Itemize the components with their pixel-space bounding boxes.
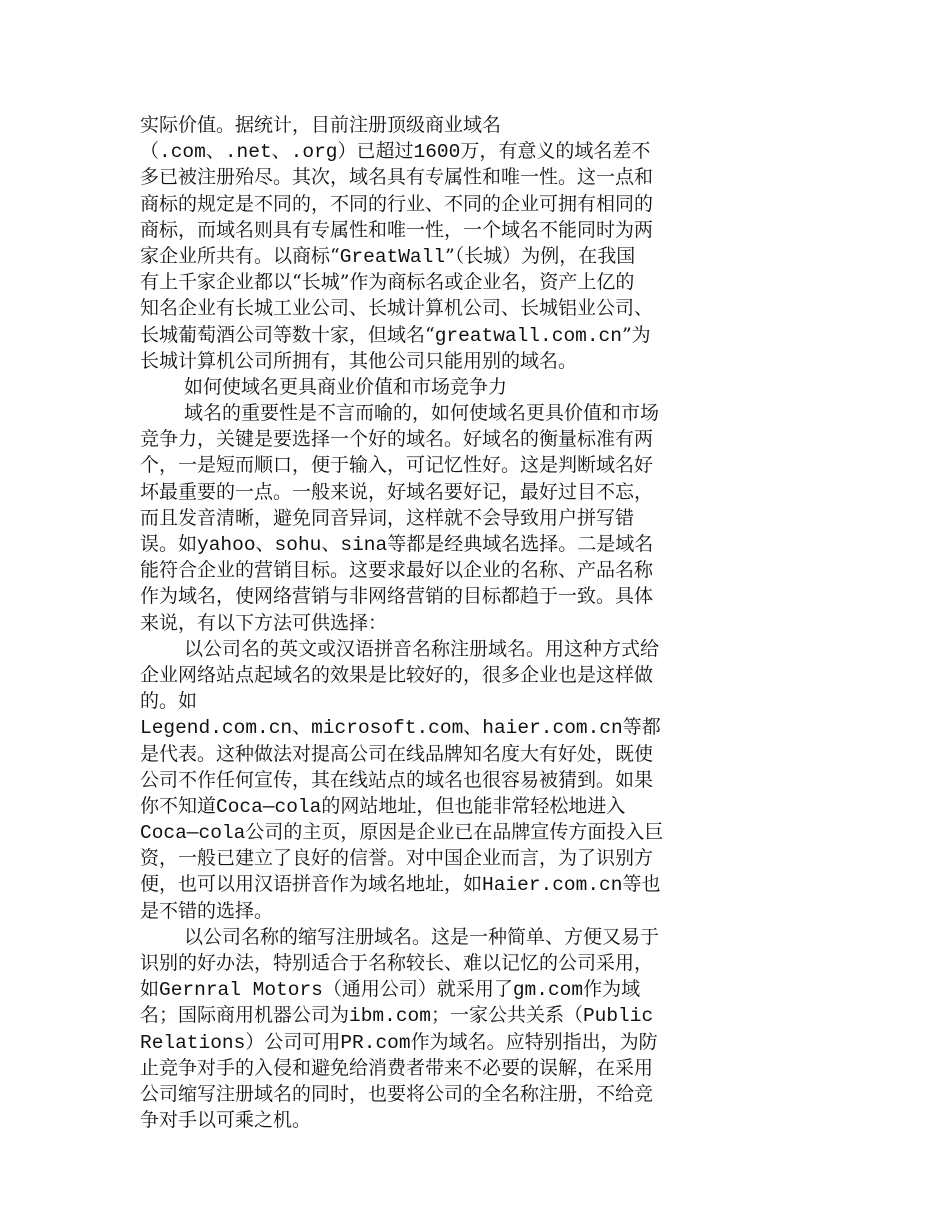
text-fragment: 公司的主页，原因是企业已在品牌宣传方面投入巨 <box>245 821 664 844</box>
text-fragment: gm.com <box>512 979 584 1002</box>
text-line <box>140 1081 740 1107</box>
text-line <box>140 217 740 243</box>
text-fragment: 实际价值。据统计，目前注册顶级商业域名 <box>140 114 502 136</box>
text-fragment: 等都 <box>622 716 661 739</box>
document-body <box>140 112 740 1133</box>
text-line <box>140 976 740 1002</box>
text-fragment: haier.com.cn <box>482 717 623 740</box>
text-line <box>140 374 740 400</box>
text-line <box>140 714 740 740</box>
text-line <box>140 636 740 662</box>
text-line <box>140 138 740 164</box>
text-fragment: 有上千家企业都以“长城”作为商标名或企业名，资产上亿的 <box>140 271 635 294</box>
text-fragment: 以公司名的英文或汉语拼音名称注册域名。用这种方式给 <box>184 637 660 660</box>
text-line <box>140 479 740 505</box>
text-line <box>140 610 740 636</box>
text-fragment: 来说，有以下方法可供选择： <box>140 611 388 634</box>
text-fragment: 是代表。这种做法对提高公司在线品牌知名度大有好处，既使 <box>140 742 654 765</box>
text-fragment: 长城计算机公司所拥有，其他公司只能用别的域名。 <box>140 349 578 372</box>
text-fragment: 能符合企业的营销目标。这要求最好以企业的名称、产品名称 <box>140 559 654 582</box>
text-fragment: 便，也可以用汉语拼音作为域名地址，如 <box>140 873 483 896</box>
text-fragment: Haier.com.cn <box>482 874 623 897</box>
text-line <box>140 793 740 819</box>
text-line <box>140 295 740 321</box>
text-line <box>140 322 740 348</box>
text-fragment: 域名的重要性是不言而喻的，如何使域名更具价值和市场 <box>184 402 660 425</box>
text-fragment: 万，有意义的域名差不 <box>460 140 651 163</box>
document-page <box>140 112 740 1133</box>
text-fragment: Coca—cola <box>140 822 246 845</box>
text-line <box>140 662 740 688</box>
text-line <box>140 583 740 609</box>
text-fragment: .net <box>224 141 272 164</box>
text-fragment: 家企业所共有。以商标“ <box>140 244 340 267</box>
text-fragment: ）已超过 <box>337 140 414 163</box>
text-fragment: 识别的好办法，特别适合于名称较长、难以记忆的公司采用， <box>140 952 654 974</box>
text-fragment: Gernral Motors <box>159 979 323 1002</box>
text-fragment: ”为 <box>621 323 651 346</box>
text-fragment: 1600 <box>413 141 461 164</box>
text-fragment: 你不知道 <box>140 794 217 817</box>
text-fragment: 、 <box>205 140 225 163</box>
text-line <box>140 950 740 976</box>
text-line <box>140 269 740 295</box>
text-line <box>140 688 740 714</box>
text-fragment: 而且发音清晰，避免同音异词，这样就不会导致用户拼写错 <box>140 506 635 529</box>
text-fragment: greatwall.com.cn <box>434 324 622 347</box>
text-fragment: GreatWall <box>339 245 446 268</box>
text-fragment: 企业网络站点起域名的效果是比较好的，很多企业也是这样做 <box>140 663 654 686</box>
text-fragment: ）公司可用 <box>245 1030 341 1053</box>
text-fragment: 等都是经典域名选择。二是域名 <box>387 533 654 555</box>
text-line <box>140 845 740 871</box>
text-fragment: yahoo <box>197 534 256 556</box>
text-line <box>140 898 740 924</box>
text-fragment: 商标，而域名则具有专属性和唯一性，一个域名不能同时为两 <box>140 218 654 241</box>
text-fragment: 、 <box>255 533 275 555</box>
text-fragment: PR.com <box>340 1031 411 1054</box>
text-line <box>140 741 740 767</box>
text-fragment: 作为域名。应特别指出，为防 <box>410 1030 658 1053</box>
text-line <box>140 1107 740 1133</box>
text-fragment: sohu <box>274 534 322 556</box>
text-line <box>140 426 740 452</box>
text-fragment: 、 <box>292 716 312 739</box>
text-fragment: 作为域 <box>583 978 641 1001</box>
text-fragment: 以公司名称的缩写注册域名。这是一种简单、方便又易于 <box>184 925 660 948</box>
text-fragment: 、 <box>271 140 291 163</box>
text-fragment: 长城葡萄酒公司等数十家，但域名“ <box>140 323 435 346</box>
text-line <box>140 531 740 557</box>
text-fragment: 、 <box>321 533 341 555</box>
text-fragment: Coca—cola <box>216 795 322 818</box>
text-fragment: 公司不作任何宣传，其在线站点的域名也很容易被猜到。如果 <box>140 768 654 791</box>
text-fragment: 争对手以可乘之机。 <box>140 1109 312 1132</box>
text-line <box>140 400 740 426</box>
text-fragment: 竞争力，关键是要选择一个好的域名。好域名的衡量标准有两 <box>140 428 654 451</box>
text-line <box>140 557 740 583</box>
text-line <box>140 924 740 950</box>
text-fragment: 的。如 <box>140 690 198 713</box>
text-fragment: ibm.com <box>349 1005 431 1028</box>
text-line <box>140 1002 740 1028</box>
text-fragment: 名；国际商用机器公司为 <box>140 1004 350 1027</box>
text-fragment: 止竞争对手的入侵和避免给消费者带来不必要的误解，在采用 <box>140 1056 654 1079</box>
text-fragment: 坏最重要的一点。一般来说，好域名要好记，最好过目不忘， <box>140 480 654 503</box>
text-fragment: 资，一般已建立了良好的信誉。对中国企业而言，为了识别方 <box>140 847 654 870</box>
text-fragment: sina <box>340 534 388 556</box>
text-line <box>140 348 740 374</box>
text-fragment: 个，一是短而顺口，便于输入，可记忆性好。这是判断域名好 <box>140 454 654 477</box>
text-fragment: （ <box>140 140 160 163</box>
text-line <box>140 191 740 217</box>
text-fragment: 如 <box>140 978 160 1001</box>
text-fragment: 的网站地址，但也能非常轻松地进入 <box>321 794 626 817</box>
text-fragment: 作为域名，使网络营销与非网络营销的目标都趋于一致。具体 <box>140 585 654 608</box>
text-fragment: 知名企业有长城工业公司、长城计算机公司、长城铝业公司、 <box>140 297 654 320</box>
text-fragment: 商标的规定是不同的，不同的行业、不同的企业可拥有相同的 <box>140 192 654 215</box>
text-line <box>140 871 740 897</box>
text-fragment: Legend.com.cn <box>140 717 293 740</box>
text-fragment: Public <box>582 1005 654 1028</box>
text-line <box>140 505 740 531</box>
text-line <box>140 819 740 845</box>
text-fragment: .com <box>159 141 206 164</box>
text-line <box>140 452 740 478</box>
text-line <box>140 1055 740 1081</box>
text-fragment: microsoft.com <box>311 717 464 740</box>
text-line <box>140 767 740 793</box>
text-fragment: .org <box>290 141 338 164</box>
text-line <box>140 112 740 138</box>
text-fragment: 误。如 <box>140 533 198 555</box>
text-fragment: 等也 <box>622 873 661 896</box>
text-fragment: 多已被注册殆尽。其次，域名具有专属性和唯一性。这一点和 <box>140 166 654 189</box>
text-fragment: ；一家公共关系（ <box>430 1004 583 1027</box>
text-line <box>140 243 740 269</box>
text-fragment: 如何使域名更具商业价值和市场竞争力 <box>184 375 508 398</box>
text-fragment: 、 <box>463 716 483 739</box>
text-fragment: ”（长城）为例，在我国 <box>445 244 636 267</box>
text-fragment: 是不错的选择。 <box>140 899 274 922</box>
text-fragment: （通用公司）就采用了 <box>322 978 513 1001</box>
text-fragment: Relations <box>140 1031 246 1054</box>
text-fragment: 公司缩写注册域名的同时，也要将公司的全名称注册，不给竞 <box>140 1082 654 1105</box>
text-line <box>140 1029 740 1055</box>
text-line <box>140 164 740 190</box>
